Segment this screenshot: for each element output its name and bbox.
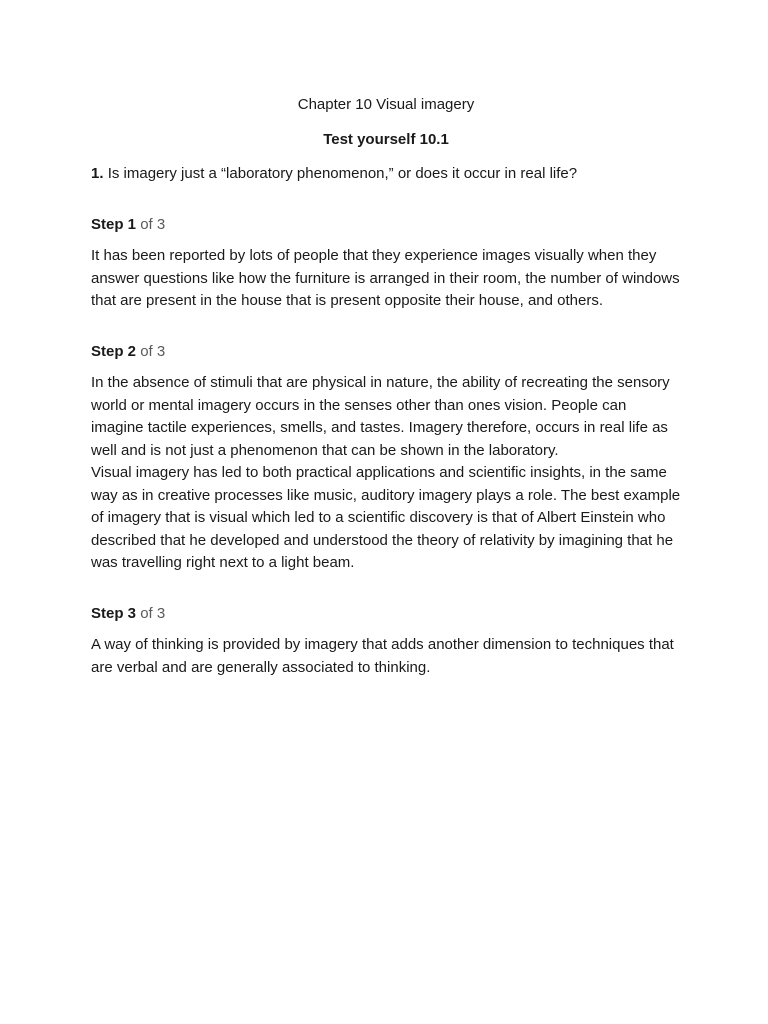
question-text: Is imagery just a “laboratory phenomenon,” or does it occur in real life? <box>107 165 578 182</box>
step-paragraph: In the absence of stimuli that are physical in nature, the ability of recreating the sensory world or mental imagery occurs in the senses other than ones vision. People can imagine tactile experiences, smells, and tastes. Imagery therefore, occurs in real life as well and is not just a phenomenon that can be shown in the laboratory. <box>91 374 670 459</box>
step-paragraph: It has been reported by lots of people that they experience images visually when they answer questions like how the furniture is arranged in their room, the number of windows that are present in the house that is present opposite their house, and others. <box>91 247 680 309</box>
chapter-title: Chapter 10 Visual imagery <box>297 96 475 113</box>
step-label: Step 1 <box>91 215 137 233</box>
step-3 <box>91 603 681 680</box>
step-label: Step 2 <box>91 342 137 360</box>
step-count: of 3 <box>140 215 166 233</box>
step-paragraph: A way of thinking is provided by imagery that adds another dimension to techniques that are verbal and are generally associated to thinking. <box>91 636 674 676</box>
step-paragraph: Visual imagery has led to both practical applications and scientific insights, in the same way as in creative processes like music, auditory imagery plays a role. The best example of imagery that is visual which led to a scientific discovery is that of Albert Einstein who described that he developed and understood the theory of relativity by imagining that he was travelling right next to a light beam. <box>91 464 681 571</box>
step-1 <box>91 214 681 313</box>
section-subtitle: Test yourself 10.1 <box>323 130 449 148</box>
step-heading <box>91 603 681 626</box>
step-heading <box>91 341 681 364</box>
step-heading <box>91 214 681 237</box>
step-label: Step 3 <box>91 604 137 622</box>
step-count: of 3 <box>140 342 166 360</box>
step-2 <box>91 341 681 575</box>
document-body <box>91 94 681 707</box>
step-count: of 3 <box>140 604 166 622</box>
question <box>91 163 681 186</box>
question-number: 1. <box>91 165 104 182</box>
